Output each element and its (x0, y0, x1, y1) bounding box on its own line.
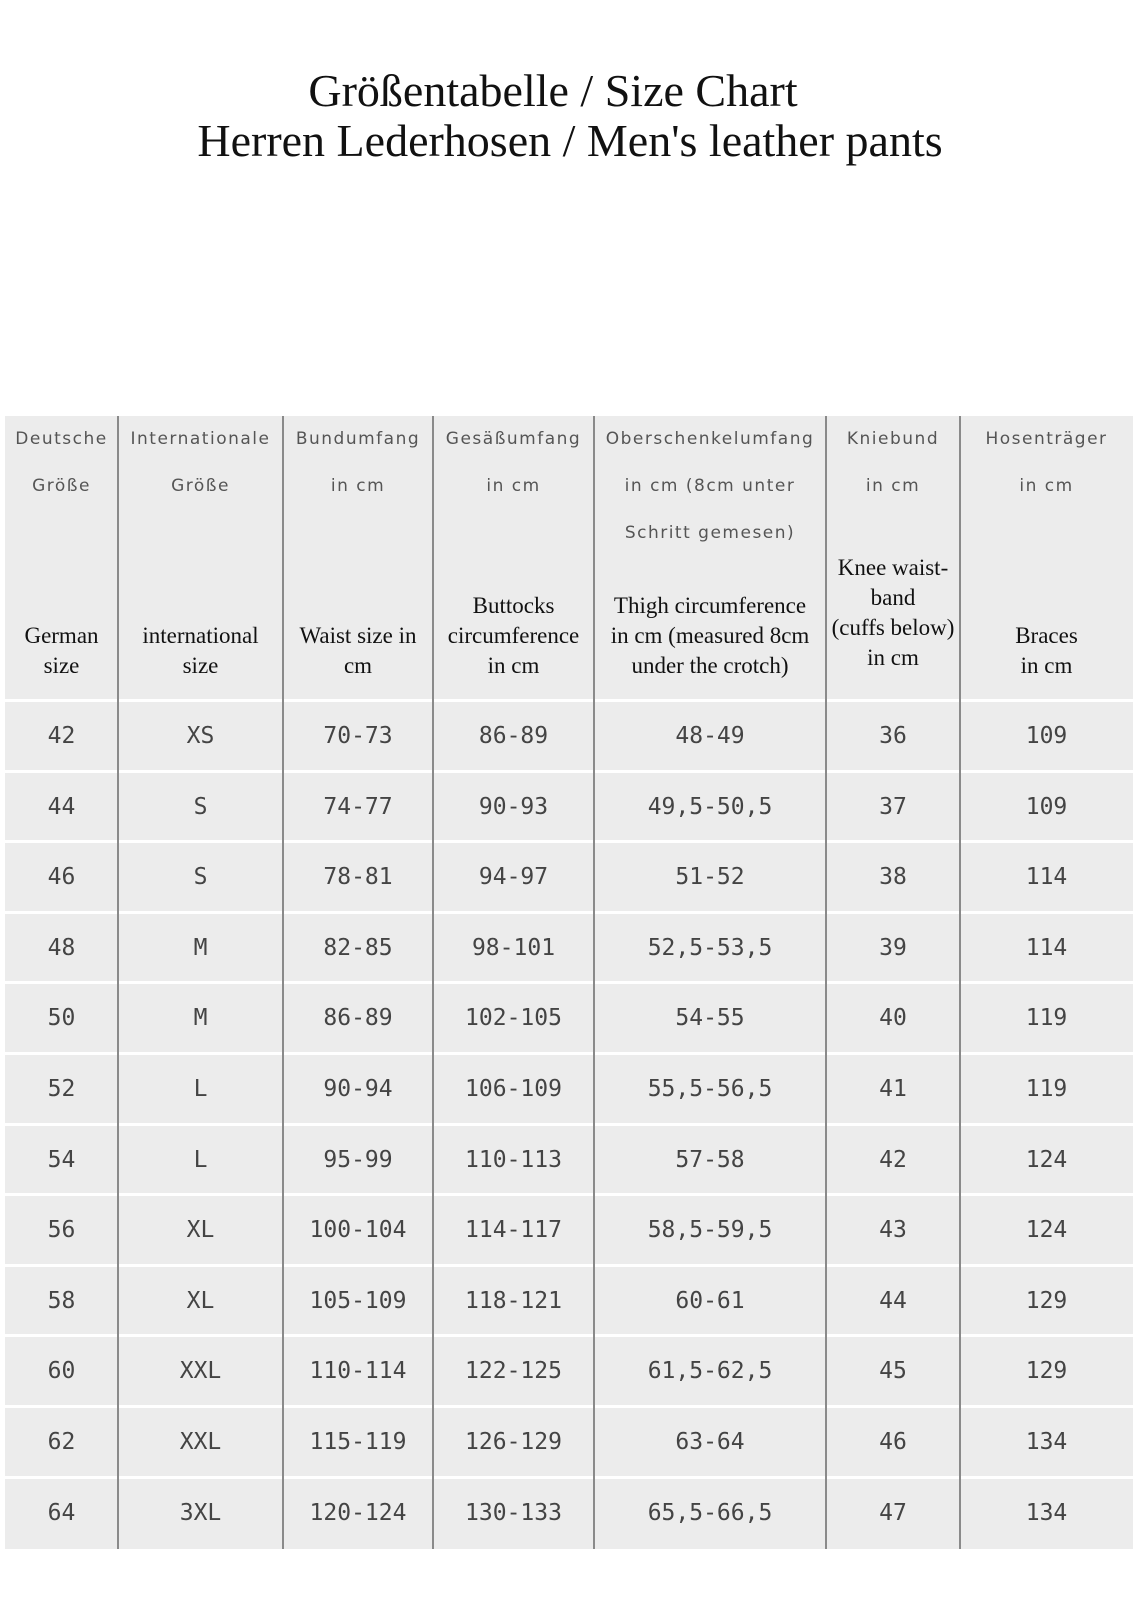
table-cell-braces: 129 (1025, 1287, 1068, 1314)
chart-title: Größentabelle / Size Chart (308, 65, 798, 116)
column-divider (593, 416, 595, 1549)
table-cell-buttocks: 98-101 (471, 934, 556, 961)
header-english-line: international (142, 623, 259, 648)
table-cell-buttocks: 94-97 (478, 864, 549, 891)
header-german-line: Hosenträger (985, 429, 1108, 449)
table-cell-buttocks: 126-129 (465, 1429, 562, 1455)
header-german-line: Größe (171, 476, 230, 496)
header-german-line: Gesäßumfang (445, 429, 582, 449)
table-cell-international-size: S (193, 864, 208, 891)
header-english (433, 591, 594, 681)
table-cell-braces: 114 (1025, 934, 1068, 961)
header-german (594, 416, 826, 557)
table-cell-knee-band: 47 (879, 1499, 907, 1526)
column-header (118, 416, 283, 701)
header-english-line: Buttocks (472, 593, 555, 618)
table-cell-buttocks: 110-113 (465, 1146, 562, 1173)
table-cell-thigh: 60-61 (675, 1287, 745, 1314)
table-cell-international-size: S (193, 793, 208, 820)
table-cell-braces: 109 (1025, 793, 1068, 820)
header-english-line: German (24, 623, 99, 648)
header-english-line: Waist size in (299, 623, 417, 648)
header-german-line: in cm (865, 476, 921, 496)
header-german-line: Schritt gemesen) (624, 523, 796, 543)
table-cell-braces: 124 (1025, 1217, 1068, 1244)
header-german (283, 416, 433, 510)
table-cell-braces: 114 (1025, 864, 1068, 891)
table-cell-knee-band: 41 (879, 1076, 907, 1102)
header-german (5, 416, 118, 510)
table-cell-waist: 105-109 (309, 1287, 407, 1314)
header-english-line: size (43, 653, 80, 678)
column-header (960, 416, 1133, 701)
column-waist (283, 416, 433, 1549)
column-braces (960, 416, 1133, 1549)
header-english-line: circumference (447, 623, 580, 648)
table-cell-thigh: 52,5-53,5 (647, 934, 773, 961)
table-cell-international-size: L (193, 1146, 208, 1173)
table-cell-waist: 110-114 (309, 1358, 407, 1385)
table-cell-thigh: 61,5-62,5 (647, 1358, 773, 1385)
table-cell-buttocks: 122-125 (465, 1358, 562, 1385)
table-cell-german-size: 42 (47, 723, 76, 749)
column-header (594, 416, 826, 701)
table-cell-thigh: 55,5-56,5 (647, 1076, 773, 1102)
header-english-line: Thigh circumference (613, 593, 807, 618)
table-cell-buttocks: 106-109 (465, 1076, 562, 1102)
header-english-line: in cm (measured 8cm (610, 623, 810, 648)
table-cell-waist: 90-94 (323, 1076, 393, 1102)
table-cell-german-size: 50 (47, 1005, 76, 1032)
table-cell-knee-band: 40 (879, 1005, 907, 1032)
column-header (826, 416, 960, 701)
header-german (118, 416, 283, 510)
table-cell-international-size: 3XL (179, 1499, 222, 1526)
header-english-line: under the crotch) (631, 653, 789, 678)
table-cell-international-size: XXL (179, 1429, 222, 1455)
table-cell-international-size: M (193, 934, 208, 961)
header-english-line: band (870, 585, 916, 610)
header-german-line: in cm (1019, 476, 1074, 496)
header-english-line: Braces (1015, 623, 1078, 648)
table-cell-buttocks: 102-105 (465, 1005, 562, 1032)
column-international-size (118, 416, 283, 1549)
header-german-line: Oberschenkelumfang (605, 429, 815, 449)
table-cell-thigh: 54-55 (675, 1005, 745, 1032)
table-cell-international-size: XS (186, 723, 215, 749)
column-knee-band (826, 416, 960, 1549)
table-cell-waist: 82-85 (323, 934, 393, 961)
column-divider (117, 416, 119, 1549)
table-cell-braces: 129 (1025, 1358, 1068, 1385)
header-german-line: in cm (330, 476, 386, 496)
table-cell-thigh: 58,5-59,5 (647, 1217, 773, 1244)
table-cell-german-size: 46 (47, 864, 76, 891)
table-cell-international-size: M (193, 1005, 208, 1032)
column-buttocks (433, 416, 594, 1549)
header-english-line: in cm (867, 645, 919, 670)
table-cell-thigh: 48-49 (675, 723, 745, 749)
header-english (960, 621, 1133, 681)
header-english (283, 621, 433, 681)
header-german-line: Bundumfang (295, 429, 421, 449)
table-cell-waist: 78-81 (323, 864, 393, 891)
table-cell-international-size: XL (186, 1217, 215, 1244)
table-cell-braces: 109 (1025, 723, 1068, 749)
table-cell-buttocks: 90-93 (478, 793, 549, 820)
table-cell-waist: 86-89 (323, 1005, 393, 1032)
table-cell-buttocks: 130-133 (465, 1499, 562, 1526)
table-cell-german-size: 48 (47, 934, 76, 961)
table-cell-knee-band: 39 (879, 934, 907, 961)
table-cell-braces: 134 (1025, 1429, 1068, 1455)
header-english-line: in cm (487, 653, 540, 678)
column-divider (282, 416, 284, 1549)
table-cell-thigh: 49,5-50,5 (647, 793, 773, 820)
header-english (594, 591, 826, 681)
header-german-line: Kniebund (846, 429, 940, 449)
column-header (433, 416, 594, 701)
table-cell-buttocks: 114-117 (465, 1217, 562, 1244)
table-cell-buttocks: 86-89 (478, 723, 549, 749)
header-english-line: size (182, 653, 219, 678)
table-cell-knee-band: 38 (879, 864, 907, 891)
table-cell-knee-band: 43 (879, 1217, 907, 1244)
table-cell-waist: 74-77 (323, 793, 393, 820)
column-german-size (5, 416, 118, 1549)
table-cell-german-size: 60 (47, 1358, 76, 1385)
header-german (826, 416, 960, 510)
table-cell-thigh: 57-58 (675, 1146, 745, 1173)
table-cell-knee-band: 36 (879, 723, 907, 749)
table-cell-knee-band: 37 (879, 793, 907, 820)
table-cell-waist: 115-119 (309, 1429, 407, 1455)
table-cell-thigh: 51-52 (675, 864, 745, 891)
header-german-line: Deutsche (15, 429, 108, 449)
table-cell-waist: 120-124 (309, 1499, 407, 1526)
column-header (283, 416, 433, 701)
size-table (5, 416, 1133, 1549)
column-divider (825, 416, 827, 1549)
chart-subtitle: Herren Lederhosen / Men's leather pants (197, 115, 943, 166)
table-cell-international-size: XXL (179, 1358, 222, 1385)
table-cell-braces: 119 (1025, 1005, 1068, 1032)
table-cell-german-size: 58 (47, 1287, 76, 1314)
table-cell-knee-band: 42 (879, 1146, 907, 1173)
column-header (5, 416, 118, 701)
table-cell-knee-band: 45 (879, 1358, 907, 1385)
table-cell-german-size: 54 (47, 1146, 76, 1173)
header-german-line: Größe (32, 476, 91, 496)
table-cell-waist: 100-104 (309, 1217, 407, 1244)
table-cell-buttocks: 118-121 (465, 1287, 562, 1314)
table-cell-german-size: 64 (47, 1499, 76, 1526)
table-cell-thigh: 65,5-66,5 (647, 1499, 773, 1526)
table-cell-braces: 134 (1025, 1499, 1068, 1526)
header-english-line: (cuffs below) (831, 615, 955, 640)
table-cell-waist: 70-73 (323, 723, 393, 749)
table-cell-braces: 119 (1025, 1076, 1068, 1102)
table-cell-knee-band: 46 (879, 1429, 907, 1455)
table-cell-knee-band: 44 (879, 1287, 907, 1314)
header-english (5, 621, 118, 681)
table-cell-german-size: 52 (47, 1076, 76, 1102)
table-cell-german-size: 56 (47, 1217, 76, 1244)
column-thigh (594, 416, 826, 1549)
header-german-line: in cm (486, 476, 541, 496)
header-german (960, 416, 1133, 510)
header-german-line: in cm (8cm unter (624, 476, 796, 496)
table-cell-german-size: 62 (47, 1429, 76, 1455)
table-cell-waist: 95-99 (323, 1146, 393, 1173)
header-english-line: cm (343, 653, 373, 678)
header-english-line: in cm (1020, 653, 1073, 678)
header-german (433, 416, 594, 510)
column-divider (432, 416, 434, 1549)
table-cell-braces: 124 (1025, 1146, 1068, 1173)
table-cell-international-size: XL (186, 1287, 215, 1314)
header-english-line: Knee waist- (837, 555, 949, 580)
header-german-line: Internationale (130, 429, 271, 449)
table-cell-german-size: 44 (47, 793, 76, 820)
table-cell-thigh: 63-64 (675, 1429, 745, 1455)
table-cell-international-size: L (193, 1076, 208, 1102)
header-english (826, 553, 960, 673)
column-divider (959, 416, 961, 1549)
header-english (118, 621, 283, 681)
